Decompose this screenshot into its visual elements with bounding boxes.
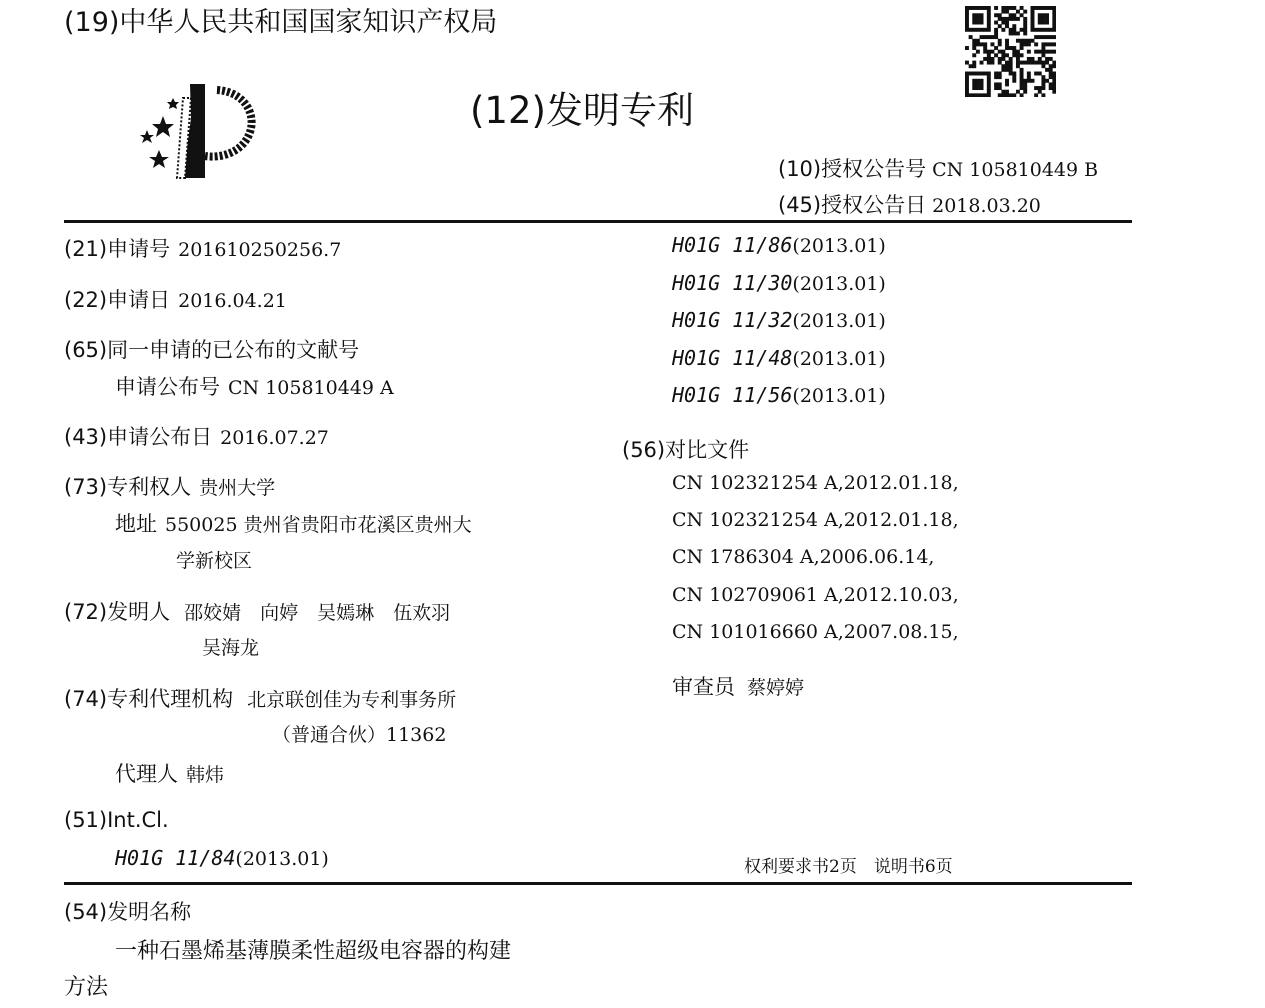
examiner-label: 审查员 (672, 675, 735, 699)
int-cl-code: H01G 11/84 (115, 846, 236, 870)
publication-date-value: 2016.07.27 (220, 427, 329, 449)
publication-date (64, 421, 329, 451)
examiner (672, 671, 804, 701)
ipc-entry (672, 383, 886, 408)
prior-publication-label: (65)同一申请的已公布的文献号 (64, 338, 360, 362)
page-count: 权利要求书2页 说明书6页 (744, 857, 953, 877)
ipc-code: H01G 11/30 (672, 271, 793, 295)
citation-item: CN 102709061 A,2012.10.03, (672, 584, 959, 606)
application-date-value: 2016.04.21 (178, 290, 287, 312)
patent-agency-line1: 北京联创佳为专利事务所 (247, 689, 457, 711)
grant-pub-date-value: 2018.03.20 (932, 195, 1041, 217)
issuing-office: (19)中华人民共和国国家知识产权局 (64, 7, 498, 38)
invention-title-heading (64, 896, 191, 926)
invention-title-line1: 一种石墨烯基薄膜柔性超级电容器的构建 (115, 939, 512, 964)
citation-item: CN 101016660 A,2007.08.15, (672, 621, 959, 643)
publication-date-label: (43)申请公布日 (64, 425, 213, 449)
inventors-line1: 邵姣婧 向婷 吴嫣琳 伍欢羽 (184, 602, 451, 624)
agent-value: 韩炜 (186, 764, 225, 786)
invention-title-label: (54)发明名称 (64, 900, 192, 924)
ipc-date: (2013.01) (792, 385, 886, 407)
cnipa-emblem-icon (125, 78, 260, 183)
inventors-line2: 吴海龙 (202, 637, 260, 659)
grant-pub-number (778, 153, 1098, 183)
patent-agency-line2: （普通合伙）11362 (272, 724, 447, 746)
int-cl-date: (2013.01) (235, 848, 329, 870)
citation-item: CN 102321254 A,2012.01.18, (672, 509, 959, 531)
application-date-label: (22)申请日 (64, 288, 171, 312)
ipc-date: (2013.01) (792, 235, 886, 257)
ipc-code: H01G 11/32 (672, 308, 793, 332)
application-number-label: (21)申请号 (64, 237, 171, 261)
ipc-entry (672, 271, 886, 296)
int-cl (64, 808, 169, 833)
ipc-date: (2013.01) (792, 310, 886, 332)
ipc-date: (2013.01) (792, 348, 886, 370)
invention-title-line2: 方法 (64, 975, 109, 1000)
citation-item: CN 1786304 A,2006.06.14, (672, 546, 935, 568)
grant-pub-date (778, 189, 1041, 219)
prior-publication (64, 334, 359, 364)
patent-agency (64, 683, 456, 713)
agent (115, 758, 224, 788)
address (115, 508, 472, 538)
grant-pub-number-value: CN 105810449 B (932, 159, 1099, 181)
agent-label: 代理人 (115, 762, 178, 786)
int-cl-entry (115, 846, 329, 871)
address-label: 地址 (115, 512, 157, 536)
grant-pub-number-label: (10)授权公告号 (778, 157, 927, 181)
ipc-entry (672, 233, 886, 258)
patentee-label: (73)专利权人 (64, 475, 192, 499)
publication-number-value: CN 105810449 A (228, 377, 394, 399)
publication-number (115, 371, 394, 401)
ipc-code: H01G 11/56 (672, 383, 793, 407)
ipc-code: H01G 11/48 (672, 346, 793, 370)
patent-agency-label: (74)专利代理机构 (64, 687, 234, 711)
citations-label: (56)对比文件 (622, 438, 750, 462)
int-cl-label: (51)Int.Cl. (64, 808, 169, 832)
inventors-label: (72)发明人 (64, 600, 171, 624)
citation-item: CN 102321254 A,2012.01.18, (672, 472, 959, 494)
ipc-date: (2013.01) (792, 273, 886, 295)
address-line2: 学新校区 (176, 550, 253, 572)
inventors (64, 596, 450, 626)
application-number-value: 201610250256.7 (178, 239, 342, 261)
application-date (64, 284, 287, 314)
qr-code-icon (965, 6, 1056, 97)
patentee-value: 贵州大学 (199, 477, 276, 499)
top-rule (64, 220, 1132, 223)
publication-number-label: 申请公布号 (115, 375, 220, 399)
address-line1: 550025 贵州省贵阳市花溪区贵州大 (165, 514, 472, 536)
ipc-entry (672, 308, 886, 333)
examiner-value: 蔡婷婷 (747, 677, 805, 699)
citations-heading (622, 434, 749, 464)
grant-pub-date-label: (45)授权公告日 (778, 193, 927, 217)
patentee (64, 471, 275, 501)
bottom-rule (64, 882, 1132, 885)
ipc-code: H01G 11/86 (672, 233, 793, 257)
application-number (64, 233, 341, 263)
ipc-entry (672, 346, 886, 371)
document-type-title: (12)发明专利 (470, 89, 694, 132)
